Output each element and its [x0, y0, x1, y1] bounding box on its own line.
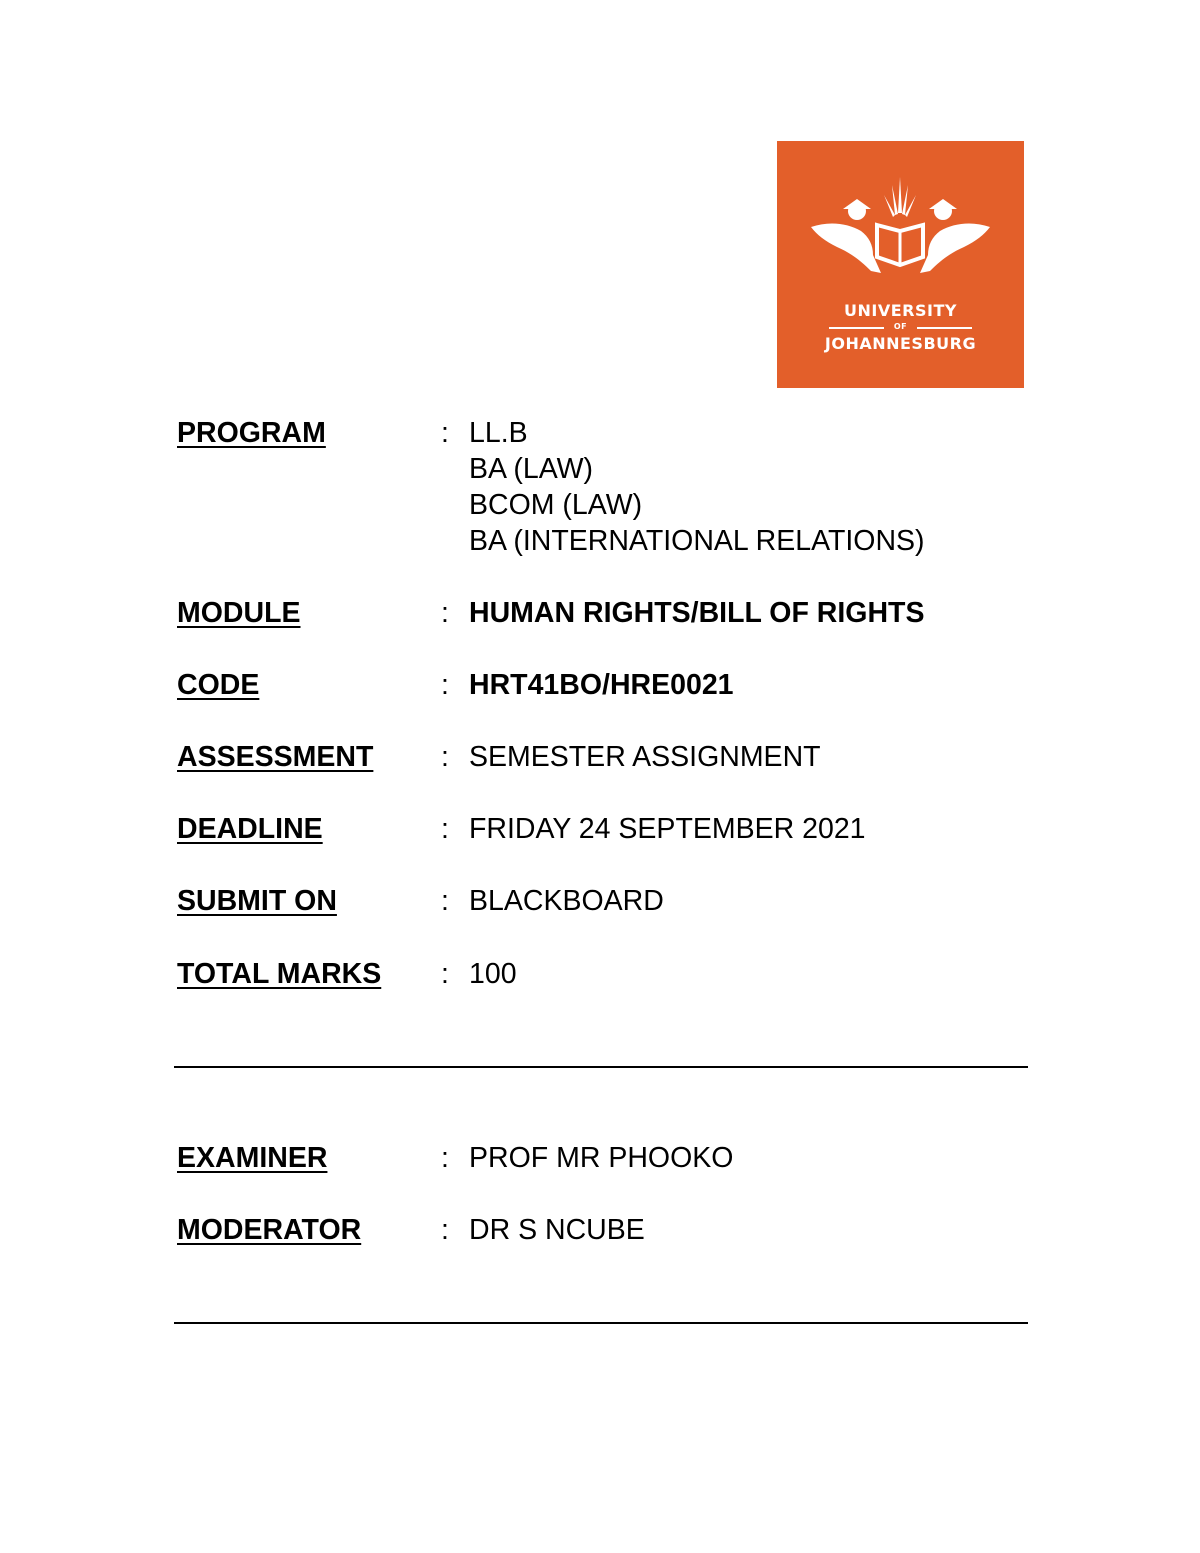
assessment-value: SEMESTER ASSIGNMENT	[469, 741, 821, 773]
submit-on-colon: :	[441, 885, 449, 917]
logo-divider-right	[917, 327, 972, 329]
divider-line-1	[174, 1066, 1028, 1068]
deadline-value: FRIDAY 24 SEPTEMBER 2021	[469, 813, 866, 845]
code-value: HRT41BO/HRE0021	[469, 669, 734, 701]
logo-johannesburg-text: JOHANNESBURG	[824, 334, 977, 353]
program-label: PROGRAM	[177, 417, 326, 449]
university-logo	[777, 141, 1024, 388]
deadline-colon: :	[441, 813, 449, 845]
program-value-1: LL.B	[469, 417, 528, 449]
module-colon: :	[441, 597, 449, 629]
moderator-value: DR S NCUBE	[469, 1214, 645, 1246]
total-marks-colon: :	[441, 958, 449, 990]
module-value: HUMAN RIGHTS/BILL OF RIGHTS	[469, 597, 925, 629]
total-marks-label: TOTAL MARKS	[177, 958, 382, 990]
logo-of-text: OF	[893, 322, 908, 331]
submit-on-label: SUBMIT ON	[177, 885, 337, 917]
assessment-label: ASSESSMENT	[177, 741, 374, 773]
submit-on-value: BLACKBOARD	[469, 885, 664, 917]
program-value-4: BA (INTERNATIONAL RELATIONS)	[469, 525, 925, 557]
module-label: MODULE	[177, 597, 301, 629]
program-colon: :	[441, 417, 449, 449]
divider-line-2	[174, 1322, 1028, 1324]
logo-university-text: UNIVERSITY	[844, 301, 957, 320]
examiner-label: EXAMINER	[177, 1142, 328, 1174]
program-value-3: BCOM (LAW)	[469, 489, 643, 521]
total-marks-value: 100	[469, 958, 517, 990]
deadline-label: DEADLINE	[177, 813, 323, 845]
examiner-value: PROF MR PHOOKO	[469, 1142, 734, 1174]
moderator-label: MODERATOR	[177, 1214, 362, 1246]
crest-icon	[777, 141, 1024, 301]
examiner-colon: :	[441, 1142, 449, 1174]
code-label: CODE	[177, 669, 260, 701]
program-value-2: BA (LAW)	[469, 453, 594, 485]
moderator-colon: :	[441, 1214, 449, 1246]
code-colon: :	[441, 669, 449, 701]
assessment-colon: :	[441, 741, 449, 773]
